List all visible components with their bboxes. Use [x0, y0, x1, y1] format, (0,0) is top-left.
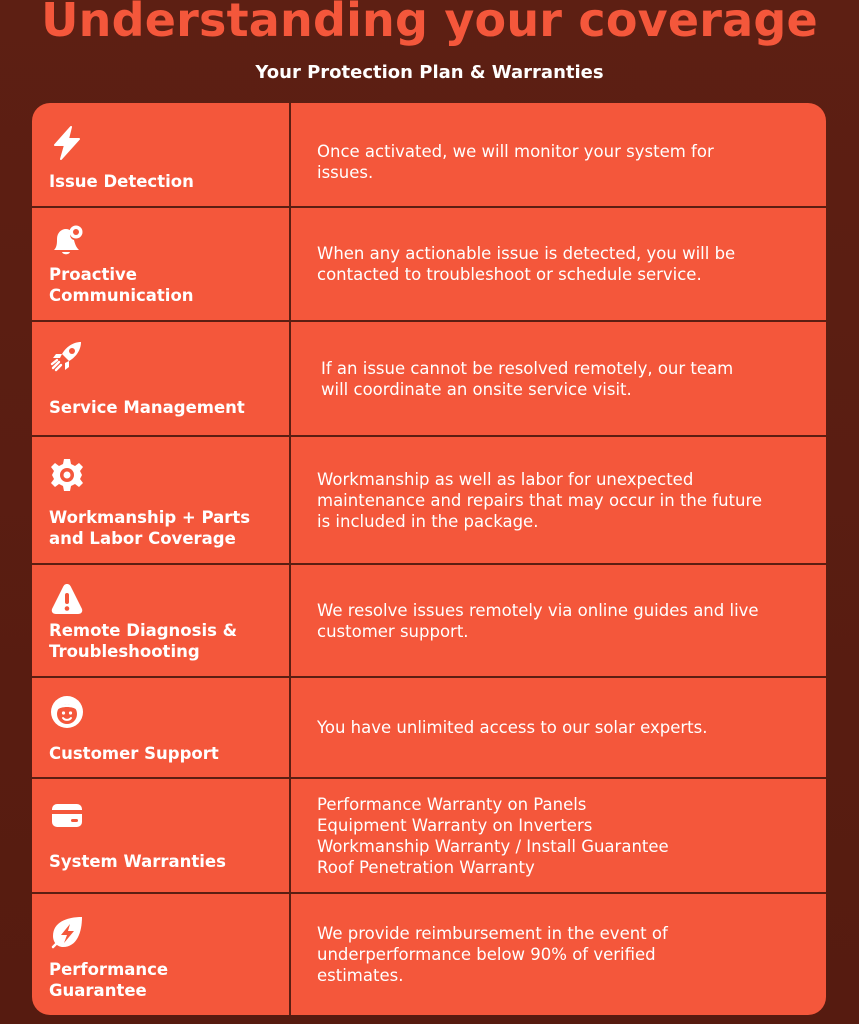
- coverage-row-issue-detection: [32, 103, 826, 206]
- row-description-cell: [291, 208, 826, 320]
- row-label: System Warranties: [49, 852, 226, 871]
- gear-icon: [49, 457, 85, 493]
- row-description-cell: [291, 103, 826, 206]
- support-agent-icon: [49, 694, 85, 730]
- row-description: We provide reimbursement in the event of underperformance below 90% of verified estimates.: [317, 924, 668, 985]
- coverage-row-service-management: [32, 322, 826, 435]
- row-description: Once activated, we will monitor your system for issues.: [317, 142, 714, 182]
- row-description: If an issue cannot be resolved remotely, our team will coordinate an onsite service visit.: [321, 358, 734, 399]
- page-subtitle: Your Protection Plan & Warranties: [255, 62, 604, 83]
- row-label-cell: [32, 779, 289, 892]
- row-description-cell: [291, 678, 826, 777]
- coverage-row-customer-support: [32, 678, 826, 777]
- coverage-row-performance-guarantee: [32, 894, 826, 1015]
- row-description-cell: [291, 437, 826, 563]
- row-description: Workmanship as well as labor for unexpected maintenance and repairs that may occur in the future is included in the package.: [317, 469, 763, 531]
- bell-alert-icon: [49, 222, 85, 258]
- row-label: Proactive Communication: [49, 265, 194, 305]
- row-label: Remote Diagnosis & Troubleshooting: [49, 621, 238, 661]
- row-label: Workmanship + Parts and Labor Coverage: [49, 508, 251, 548]
- row-label-cell: [32, 322, 289, 435]
- warning-triangle-icon: [49, 581, 85, 617]
- coverage-table: [32, 103, 826, 1015]
- row-label-cell: [32, 208, 289, 320]
- row-label-cell: [32, 565, 289, 676]
- row-description: When any actionable issue is detected, you will be contacted to troubleshoot or schedule service.: [317, 244, 736, 284]
- row-description-cell: [291, 779, 826, 892]
- row-description: Performance Warranty on Panels Equipment Warranty on Inverters Workmanship Warranty / Install Guarantee Roof Penetration Warranty: [317, 794, 669, 877]
- row-label: Customer Support: [49, 744, 219, 763]
- row-label-cell: [32, 437, 289, 563]
- row-description: We resolve issues remotely via online guides and live customer support.: [317, 600, 759, 641]
- leaf-bolt-icon: [49, 914, 85, 950]
- coverage-row-proactive-communication: [32, 208, 826, 320]
- row-label-cell: [32, 678, 289, 777]
- row-label: Issue Detection: [49, 172, 194, 191]
- row-description: You have unlimited access to our solar experts.: [317, 718, 708, 737]
- row-label: Service Management: [49, 398, 245, 417]
- page-title: Understanding your coverage: [41, 0, 818, 47]
- row-description-cell: [291, 565, 826, 676]
- row-label: Performance Guarantee: [49, 960, 169, 1000]
- coverage-row-system-warranties: [32, 779, 826, 892]
- row-label-cell: [32, 103, 289, 206]
- row-description-cell: [291, 894, 826, 1015]
- lightning-bolt-icon: [49, 125, 85, 161]
- row-description-cell: [291, 322, 826, 435]
- coverage-row-remote-diagnosis: [32, 565, 826, 676]
- credit-card-icon: [49, 797, 85, 833]
- rocket-icon: [49, 338, 85, 374]
- row-label-cell: [32, 894, 289, 1015]
- coverage-row-workmanship: [32, 437, 826, 563]
